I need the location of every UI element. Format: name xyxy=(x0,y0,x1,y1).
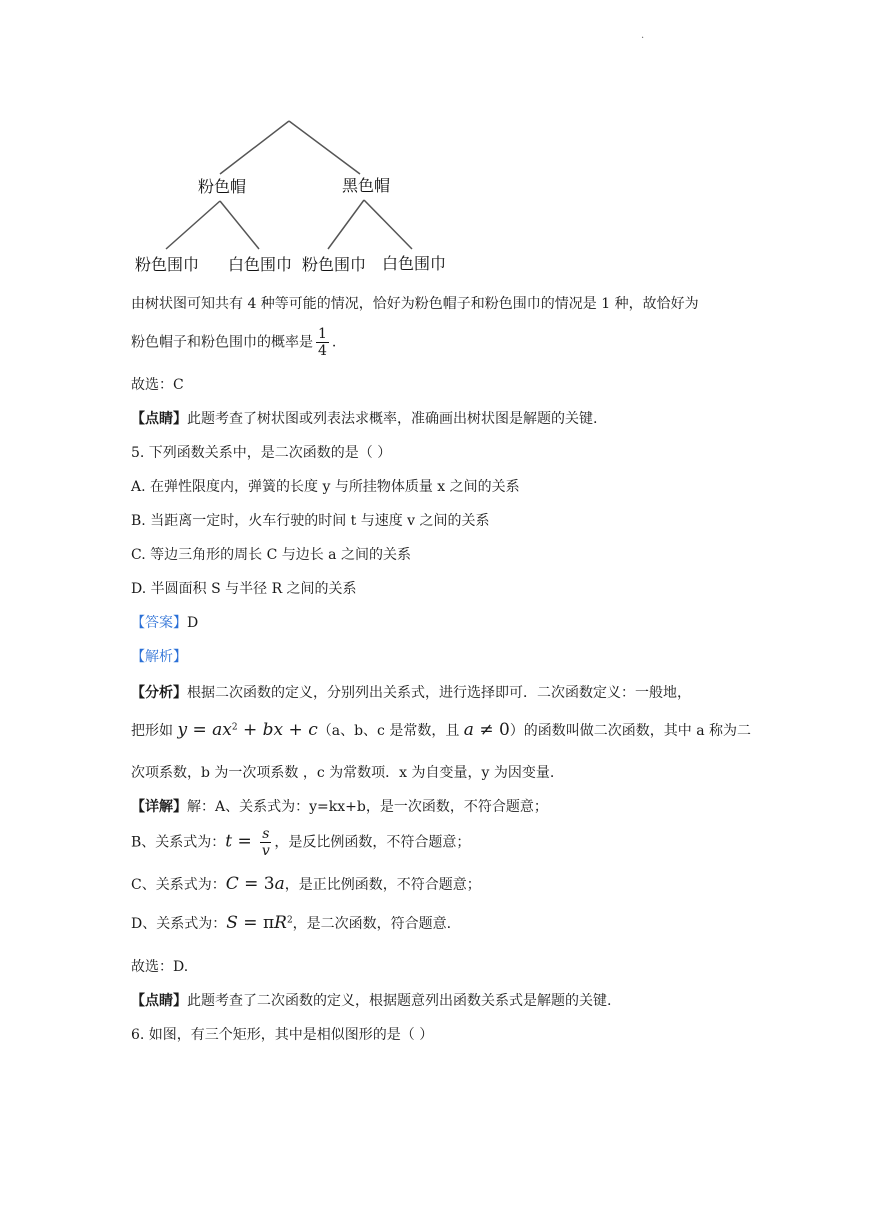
detail-tag: 【详解】 xyxy=(131,799,187,815)
formula-eq: = π xyxy=(237,913,275,933)
option-d: D. 半圆面积 S 与半径 R 之间的关系 xyxy=(131,581,357,597)
comment-text: 此题考查了树状图或列表法求概率，准确画出树状图是解题的关键. xyxy=(187,411,598,427)
detail-line-d xyxy=(131,913,451,933)
condition-rest: ≠ 0 xyxy=(473,720,510,740)
formula-exponent: 2 xyxy=(286,915,293,926)
tree-branch xyxy=(289,121,360,174)
answer-line xyxy=(131,612,198,632)
detail-text: B、关系式为： xyxy=(131,834,226,851)
formula-a-var: a xyxy=(274,874,285,894)
comment-tag: 【点睛】 xyxy=(131,993,187,1009)
formula-r-var: R xyxy=(274,913,287,933)
tree-branch xyxy=(166,201,220,249)
analysis-line-2 xyxy=(131,720,751,740)
tree-branch xyxy=(364,200,412,249)
detail-text: C、关系式为： xyxy=(131,877,226,893)
detail-text: ，是反比例函数，不符合题意； xyxy=(274,834,471,851)
tree-branch xyxy=(328,200,364,249)
fraction-denominator: 4 xyxy=(318,343,327,359)
detail-text: 解：A、关系式为：y=kx+b，是一次函数，不符合题意； xyxy=(187,799,548,815)
fraction-numerator: s xyxy=(262,826,270,842)
comment-line xyxy=(131,990,611,1010)
detail-line-c xyxy=(131,874,481,894)
formula-c: c xyxy=(308,720,318,740)
tree-leaf: 白色围巾 xyxy=(228,255,293,274)
period: . xyxy=(331,334,337,351)
comment-tag: 【点睛】 xyxy=(131,411,187,427)
formula-fraction xyxy=(260,826,271,859)
formula-eq: = xyxy=(232,831,258,852)
probability-text: 粉色帽子和粉色围巾的概率是 xyxy=(131,334,313,351)
answer-value: D xyxy=(187,615,199,631)
detail-text: ，是正比例函数，不符合题意； xyxy=(284,877,481,893)
formula-plus: + xyxy=(237,720,263,740)
choice-line: 故选：D. xyxy=(131,959,189,975)
formula-y: y xyxy=(177,720,188,740)
fraction-numerator: 1 xyxy=(318,326,327,342)
fenxi-text: （a、b、c 是常数，且 xyxy=(317,723,464,739)
formula-c-var: C xyxy=(225,874,239,894)
page-mark: . xyxy=(641,30,645,41)
tree-node-black-hat: 黑色帽 xyxy=(342,176,391,195)
analysis-line-1 xyxy=(131,682,691,702)
tree-branch xyxy=(220,201,259,249)
condition-a: a xyxy=(463,720,474,740)
fenxi-tag: 【分析】 xyxy=(131,685,187,701)
detail-text: ，是二次函数，符合题意. xyxy=(292,916,452,932)
tree-leaf: 白色围巾 xyxy=(382,254,447,273)
detail-text: D、关系式为： xyxy=(131,916,227,932)
formula-s-var: S xyxy=(226,913,238,933)
formula-plus: + xyxy=(283,720,309,740)
comment-line xyxy=(131,408,597,428)
option-b: B. 当距离一定时，火车行驶的时间 t 与速度 v 之间的关系 xyxy=(131,513,490,529)
choice-line: 故选：C xyxy=(131,377,184,393)
tree-leaf: 粉色围巾 xyxy=(302,255,367,274)
formula-eq: = 3 xyxy=(238,874,275,894)
analysis-tag: 【解析】 xyxy=(131,649,187,665)
question-6-stem: 6. 如图，有三个矩形，其中是相似图形的是（ ） xyxy=(131,1027,434,1043)
comment-text: 此题考查了二次函数的定义，根据题意列出函数关系式是解题的关键. xyxy=(187,993,612,1009)
detail-line-b xyxy=(131,826,470,859)
detail-line-a xyxy=(131,796,548,816)
analysis-line-3: 次项系数，b 为一次项系数 ，c 为常数项．x 为自变量，y 为因变量. xyxy=(131,765,555,781)
solution-text-line: 由树状图可知共有 4 种等可能的情况，恰好为粉色帽子和粉色围巾的情况是 1 种，故恰好为 xyxy=(131,296,699,312)
formula-eq: = xyxy=(187,720,213,740)
answer-tag: 【答案】 xyxy=(131,615,187,631)
formula-bx: bx xyxy=(262,720,284,740)
tree-node-pink-hat: 粉色帽 xyxy=(198,177,247,196)
fraction-denominator: v xyxy=(261,843,270,859)
solution-probability-line xyxy=(131,326,336,359)
option-a: A. 在弹性限度内，弹簧的长度 y 与所挂物体质量 x 之间的关系 xyxy=(131,479,520,495)
tree-leaf: 粉色围巾 xyxy=(135,255,200,274)
option-c: C. 等边三角形的周长 C 与边长 a 之间的关系 xyxy=(131,547,411,563)
fenxi-text: ）的函数叫做二次函数，其中 a 称为二 xyxy=(509,723,752,739)
formula-ax: ax xyxy=(212,720,232,740)
tree-diagram xyxy=(120,112,460,282)
probability-fraction xyxy=(316,326,329,359)
question-5-stem: 5. 下列函数关系中，是二次函数的是（ ） xyxy=(131,445,392,461)
fenxi-text: 把形如 xyxy=(131,723,178,739)
fenxi-text: 根据二次函数的定义，分别列出关系式，进行选择即可．二次函数定义：一般地， xyxy=(187,685,691,701)
tree-branch xyxy=(220,121,289,174)
formula-exponent: 2 xyxy=(231,722,238,733)
formula-t: t xyxy=(225,831,233,852)
